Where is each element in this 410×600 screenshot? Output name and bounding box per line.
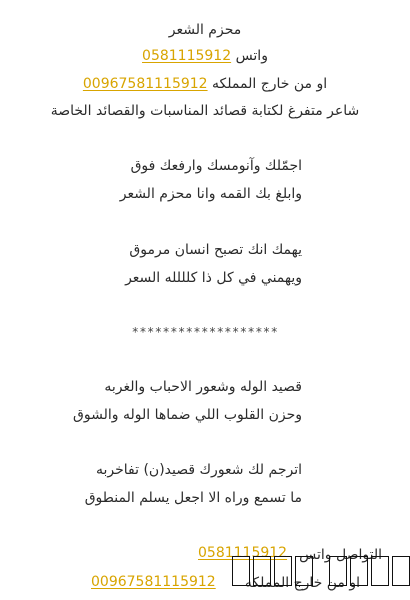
glyph-spacer [316,556,326,586]
missing-glyph-icon [329,556,347,586]
missing-glyph-icon [392,556,410,586]
missing-glyph-icon [350,556,368,586]
missing-glyph-icon [371,556,389,586]
page-title: محزم الشعر [168,22,242,38]
abroad-number-link[interactable]: 00967581115912 [82,76,208,92]
missing-glyph-boxes [232,556,410,590]
poem-line: وحزن القلوب اللي ضماها الوله والشوق [73,407,302,423]
footer-abroad-label: او من خارج المملكه [244,575,360,591]
poem-line: اترجم لك شعورك قصيد(ن) تفاخربه [95,462,302,478]
whatsapp-label: واتس [235,48,268,64]
whatsapp-number-link[interactable]: 0581115912 [142,48,232,64]
missing-glyph-icon [253,556,271,586]
poem-line: قصيد الوله وشعور الاحباب والغربه [104,379,302,395]
footer-contact-label: التواصل واتس [299,547,382,563]
poem-line: ويهمني في كل ذا كلللله السعر [125,270,302,286]
footer-abroad-number-wrap [91,572,216,592]
abroad-line [0,74,410,94]
separator: ******************* [131,325,279,339]
poem-line: يهمك انك تصبح انسان مرموق [129,242,302,258]
missing-glyph-icon [295,556,313,586]
poem-line: وابلغ بك القمه وانا محزم الشعر [119,186,302,202]
whatsapp-line [0,46,410,66]
poet-description: شاعر متفرغ لكتابة قصائد المناسبات والقصائد الخاصة [50,103,360,119]
abroad-label: او من خارج المملكه [212,76,328,92]
poem-line: ما تسمع وراه الا اجعل يسلم المنطوق [84,490,302,506]
missing-glyph-icon [232,556,250,586]
poem-line: اجمّلك وآنومسك وارفعك فوق [130,158,302,174]
footer-contact-number-link[interactable]: 0581115912 [198,545,288,561]
footer-abroad-number-link[interactable]: 00967581115912 [91,574,216,590]
missing-glyph-icon [274,556,292,586]
